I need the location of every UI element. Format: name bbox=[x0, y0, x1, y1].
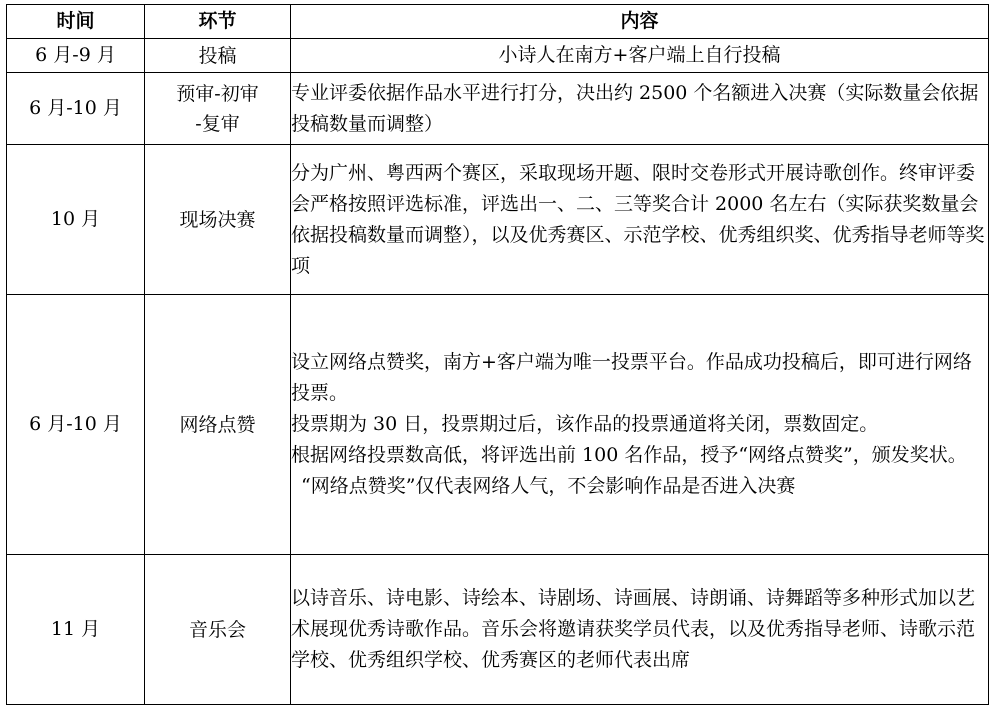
row-content bbox=[291, 73, 989, 145]
row-stage bbox=[145, 145, 291, 295]
header-time: 时间 bbox=[7, 5, 145, 39]
row-stage-line: 现场决赛 bbox=[179, 208, 256, 231]
content-paragraph: 分为广州、粤西两个赛区，采取现场开题、限时交卷形式开展诗歌创作。终审评委会严格按照评选标准，评选出一、二、三等奖合计 2000 名左右（实际获奖数量会依据投稿数量而调整），以及优秀赛区、示范学校、优秀组织奖、优秀指导老师等奖项 bbox=[291, 161, 985, 277]
row-content bbox=[291, 295, 989, 555]
content-paragraph: 投票期为 30 日，投票期过后，该作品的投票通道将关闭，票数固定。 bbox=[291, 413, 879, 435]
content-paragraph: 以诗音乐、诗电影、诗绘本、诗剧场、诗画展、诗朗诵、诗舞蹈等多种形式加以艺术展现优秀诗歌作品。音乐会将邀请获奖学员代表，以及优秀指导老师、诗歌示范学校、优秀组织学校、优秀赛区的老师代表出席 bbox=[291, 587, 976, 671]
content-paragraph: 小诗人在南方+客户端上自行投稿 bbox=[498, 44, 781, 66]
table-row bbox=[7, 145, 989, 295]
row-time: 6 月-10 月 bbox=[7, 295, 145, 555]
row-stage-line: -复审 bbox=[195, 112, 240, 135]
header-content: 内容 bbox=[291, 5, 989, 39]
row-time: 6 月-10 月 bbox=[7, 73, 145, 145]
row-stage-line: 网络点赞 bbox=[179, 413, 256, 436]
row-time: 10 月 bbox=[7, 145, 145, 295]
table-row bbox=[7, 39, 989, 73]
row-content bbox=[291, 555, 989, 705]
header-row bbox=[7, 5, 989, 39]
row-content bbox=[291, 145, 989, 295]
row-stage bbox=[145, 73, 291, 145]
row-time: 6 月-9 月 bbox=[7, 39, 145, 73]
row-stage-line: 预审-初审 bbox=[176, 82, 259, 105]
schedule-table bbox=[6, 4, 989, 705]
row-stage-line: 投稿 bbox=[198, 44, 237, 67]
table-row bbox=[7, 295, 989, 555]
table-row bbox=[7, 73, 989, 145]
content-paragraph: “网络点赞奖”仅代表网络人气，不会影响作品是否进入决赛 bbox=[301, 475, 796, 497]
row-stage-line: 音乐会 bbox=[188, 618, 246, 641]
table-row bbox=[7, 555, 989, 705]
content-paragraph: 设立网络点赞奖，南方+客户端为唯一投票平台。作品成功投稿后，即可进行网络投票。 bbox=[291, 351, 972, 404]
content-paragraph: 根据网络投票数高低，将评选出前 100 名作品，授予“网络点赞奖”，颁发奖状。 bbox=[291, 444, 967, 466]
content-paragraph: 专业评委依据作品水平进行打分，决出约 2500 个名额进入决赛（实际数量会依据投稿数量而调整） bbox=[291, 81, 979, 135]
row-stage bbox=[145, 555, 291, 705]
header-stage: 环节 bbox=[145, 5, 291, 39]
row-stage bbox=[145, 39, 291, 73]
row-content bbox=[291, 39, 989, 73]
row-stage bbox=[145, 295, 291, 555]
row-time: 11 月 bbox=[7, 555, 145, 705]
